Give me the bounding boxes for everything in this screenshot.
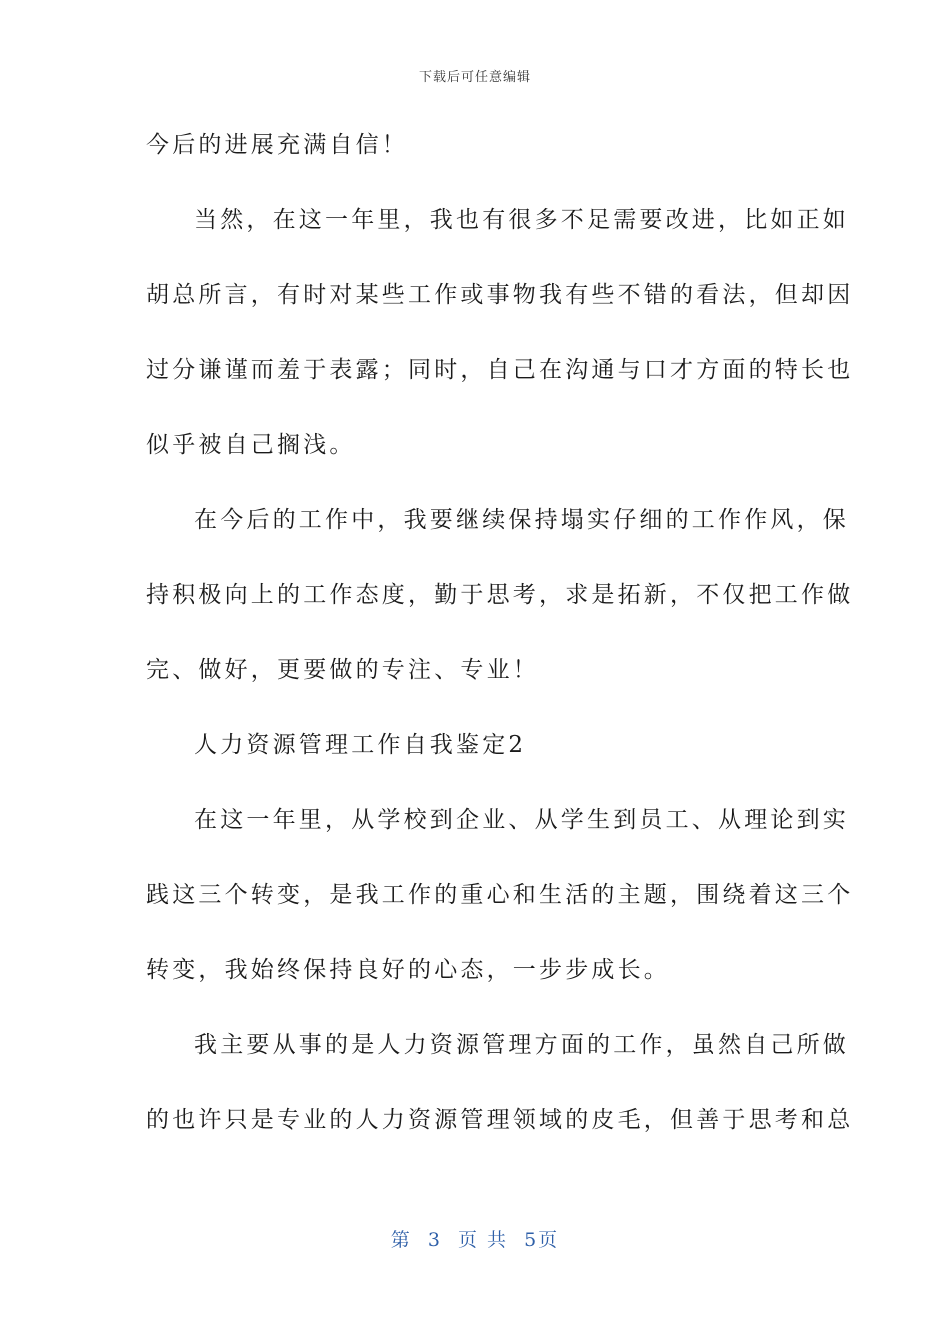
footer-total-pages: 5页 — [524, 1229, 560, 1251]
text-line: 践这三个转变，是我工作的重心和生活的主题，围绕着这三个 — [146, 882, 854, 908]
page-header: 下载后可任意编辑 — [418, 70, 531, 85]
document-body — [146, 124, 854, 1174]
text-line: 持积极向上的工作态度，勤于思考，求是拓新，不仅把工作做 — [146, 582, 854, 608]
paragraph-start-line: 当然，在这一年里，我也有很多不足需要改进，比如正如 — [194, 207, 849, 233]
text-line: 胡总所言，有时对某些工作或事物我有些不错的看法，但却因 — [146, 282, 854, 308]
footer-middle: 页 共 — [458, 1229, 509, 1251]
section-title: 人力资源管理工作自我鉴定2 — [194, 732, 527, 758]
text-line: 的也许只是专业的人力资源管理领域的皮毛，但善于思考和总 — [146, 1107, 854, 1133]
paragraph-start-line: 在今后的工作中，我要继续保持塌实仔细的工作作风，保 — [194, 507, 849, 533]
page-footer — [0, 1225, 950, 1252]
text-line: 今后的进展充满自信！ — [146, 132, 408, 158]
footer-prefix: 第 — [390, 1229, 412, 1251]
paragraph-start-line: 我主要从事的是人力资源管理方面的工作，虽然自己所做 — [194, 1032, 849, 1058]
footer-page-number: 3 — [427, 1229, 442, 1251]
text-line: 过分谦谨而羞于表露；同时，自己在沟通与口才方面的特长也 — [146, 357, 854, 383]
text-line: 完、做好，更要做的专注、专业！ — [146, 657, 539, 683]
paragraph-start-line: 在这一年里，从学校到企业、从学生到员工、从理论到实 — [194, 807, 849, 833]
text-line: 似乎被自己搁浅。 — [146, 432, 356, 458]
text-line: 转变，我始终保持良好的心态，一步步成长。 — [146, 957, 670, 983]
